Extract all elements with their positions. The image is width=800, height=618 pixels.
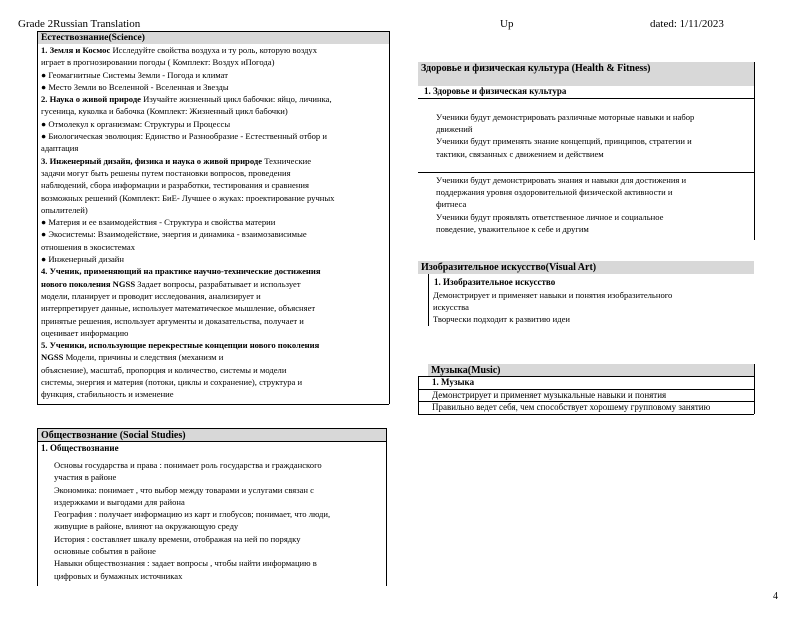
- text-line: История : составляет шкалу времени, отображая на ней по порядку: [54, 533, 301, 544]
- music-left-border: [418, 376, 419, 414]
- bold-heading: NGSS: [41, 352, 64, 363]
- health-right-border: [754, 62, 755, 240]
- text-line: [41, 315, 387, 327]
- line-text: гусеница, куколка и бабочка (Комплект: Жизненный цикл бабочки): [41, 106, 288, 117]
- text-line: [41, 278, 387, 290]
- social-right-border: [386, 428, 387, 586]
- text-line: Творчески подходит к развитию идеи: [433, 314, 570, 324]
- line-text: ● Геомагнитные Системы Земли - Погода и климат: [41, 69, 229, 80]
- text-line: Основы государства и права : понимает роль государства и гражданского: [54, 460, 322, 470]
- line-text: ● Отмолекул к организмам: Структуры и Процессы: [41, 118, 231, 129]
- music-bottom-rule: [418, 414, 754, 415]
- music-line: Правильно ведет себя, чем способствует хорошему групповому занятию: [432, 402, 711, 412]
- text-line: живущие в районе, влияют на окружающую среду: [54, 521, 239, 532]
- text-line: [41, 118, 387, 130]
- art-left-border: [428, 274, 429, 326]
- science-bottom-border: [37, 404, 389, 405]
- line-text: объяснение), масштаб, пропорция и количество, системы и модели: [41, 364, 287, 375]
- text-line: участия в районе: [54, 472, 117, 483]
- bold-heading: 2. Наука о живой природе: [41, 94, 141, 105]
- art-title: Изобразительное искусство(Visual Art): [418, 261, 754, 274]
- text-line: [41, 302, 387, 314]
- text-line: тактики, связанных с движением и действием: [436, 148, 604, 159]
- bold-heading: нового поколения NGSS: [41, 278, 136, 289]
- bold-heading: 5. Ученики, использующие перекрестные концепции нового поколения: [41, 340, 320, 351]
- text-line: [41, 167, 387, 179]
- line-text: ● Инженерный дизайн: [41, 254, 124, 265]
- health-skills: [436, 111, 751, 160]
- line-text: интерпретирует данные, использует математическое мышление, объясняет: [41, 303, 316, 314]
- text-line: [41, 351, 387, 363]
- text-line: [41, 105, 387, 117]
- line-text: ● Материя и ее взаимодействия - Структура и свойства материи: [41, 217, 276, 228]
- social-title: Обществознание (Social Studies): [38, 429, 386, 441]
- line-text: системы, энергия и материя (потоки, циклы и сохранение), структура и: [41, 377, 303, 388]
- music-right-border: [754, 364, 755, 414]
- text-line: [41, 179, 387, 191]
- text-line: движений: [436, 124, 473, 135]
- health-heading-rule: [418, 98, 754, 99]
- bold-heading: 3. Инженерный дизайн, физика и наука о живой природе: [41, 155, 263, 166]
- text-line: Демонстрирует и применяет навыки и понятия изобразительного: [433, 290, 673, 300]
- health-mid-rule: [418, 172, 754, 173]
- social-body: [54, 459, 384, 582]
- line-text: ● Место Земли во Вселенной - Вселенная и Звезды: [41, 81, 229, 92]
- text-line: [41, 44, 387, 56]
- line-text: Исследуйте свойства воздуха и ту роль, которую воздух: [110, 45, 318, 55]
- bold-heading: 1. Земля и Космос: [41, 45, 111, 55]
- art-body: [433, 289, 748, 325]
- header-grade-title: Grade 2Russian Translation: [18, 18, 141, 30]
- line-text: принятые решения, использует аргументы и доказательства, получает и: [41, 315, 304, 326]
- text-line: издержками и выгодами для района: [54, 496, 185, 507]
- health-heading: 1. Здоровье и физическая культура: [424, 86, 567, 96]
- line-text: Изучайте жизненный цикл бабочки: яйцо, личинка,: [140, 94, 332, 105]
- line-text: оценивает информацию: [41, 327, 129, 338]
- text-line: [41, 364, 387, 376]
- science-title: Естествознание(Science): [38, 32, 389, 44]
- text-line: фитнеса: [436, 199, 467, 210]
- line-text: задачи могут быть решены путем постановки вопросов, проведения: [41, 167, 291, 178]
- line-text: модели, планирует и проводит исследования, анализирует и: [41, 290, 261, 301]
- line-text: ● Экосистемы: Взаимодействие, энергия и динамика - взаимозависимые: [41, 229, 307, 240]
- text-line: Экономика: понимает , что выбор между товарами и услугами связан с: [54, 484, 314, 495]
- art-heading: 1. Изобразительное искусство: [434, 277, 556, 287]
- science-body: [41, 44, 387, 401]
- text-line: [41, 155, 387, 167]
- text-line: [41, 216, 387, 228]
- text-line: [41, 376, 387, 388]
- text-line: География : получает информацию из карт и глобусов; понимает, что люди,: [54, 509, 331, 520]
- text-line: Ученики будут проявлять ответственное личное и социальное: [436, 211, 664, 222]
- text-line: [41, 192, 387, 204]
- header-up-label: Up: [500, 18, 514, 30]
- text-line: [41, 253, 387, 265]
- text-line: [41, 388, 387, 400]
- text-line: Навыки обществознания : задает вопросы , чтобы найти информацию в: [54, 558, 317, 569]
- text-line: Ученики будут демонстрировать различные моторные навыки и набор: [436, 112, 695, 122]
- line-text: отношения в экосистемах: [41, 241, 135, 252]
- text-line: основные события в районе: [54, 546, 156, 557]
- line-text: опылителей): [41, 204, 88, 215]
- text-line: цифровых и бумажных источниках: [54, 570, 183, 581]
- header-date: dated: 1/11/2023: [650, 18, 724, 30]
- health-fitness: [436, 174, 751, 235]
- text-line: искусства: [433, 302, 469, 312]
- text-line: Ученики будут применять знание концепций, принципов, стратегии и: [436, 136, 692, 147]
- text-line: [41, 265, 387, 277]
- text-line: [41, 339, 387, 351]
- science-right-border: [389, 31, 390, 404]
- line-text: Задает вопросы, разрабатывает и использует: [135, 278, 301, 289]
- text-line: [41, 204, 387, 216]
- social-title-rule: [37, 441, 386, 442]
- music-line: Демонстрирует и применяет музыкальные навыки и понятия: [432, 390, 667, 400]
- text-line: [41, 69, 387, 81]
- music-title: Музыка(Music): [428, 364, 754, 376]
- line-text: функция, стабильность и изменение: [41, 389, 174, 400]
- line-text: возможных решений (Комплект: БиЕ- Лучшее о жуках: проектирование ручных: [41, 192, 335, 203]
- text-line: [41, 93, 387, 105]
- social-left-border: [37, 428, 38, 586]
- health-title: Здоровье и физическая культура (Health & Fitness): [418, 62, 754, 86]
- science-left-border: [37, 31, 38, 404]
- text-line: [41, 228, 387, 240]
- text-line: [41, 241, 387, 253]
- text-line: поведение, уважительное к себе и другим: [436, 223, 589, 234]
- text-line: поддержания уровня оздоровительной физической активности и: [436, 187, 673, 198]
- line-text: Модели, причины и следствия (механизм и: [63, 352, 224, 363]
- social-heading: 1. Обществознание: [41, 443, 119, 453]
- text-line: [41, 81, 387, 93]
- text-line: [41, 130, 387, 142]
- text-line: [41, 142, 387, 154]
- text-line: [41, 327, 387, 339]
- page-number: 4: [773, 591, 778, 602]
- text-line: [41, 290, 387, 302]
- line-text: адаптация: [41, 143, 79, 154]
- music-heading: 1. Музыка: [432, 377, 475, 387]
- line-text: Технические: [262, 155, 312, 166]
- line-text: ● Биологическая эволюция: Единство и Разнообразие - Естественный отбор и: [41, 131, 327, 142]
- line-text: наблюдений, сбора информации и разработки, тестирования и сравнения: [41, 180, 309, 191]
- line-text: играет в прогнозировании погоды ( Комплект: Воздух иПогода): [41, 57, 275, 68]
- text-line: Ученики будут демонстрировать знания и навыки для достижения и: [436, 175, 687, 185]
- text-line: [41, 56, 387, 68]
- bold-heading: 4. Ученик, применяющий на практике научно-технические достижения: [41, 266, 321, 277]
